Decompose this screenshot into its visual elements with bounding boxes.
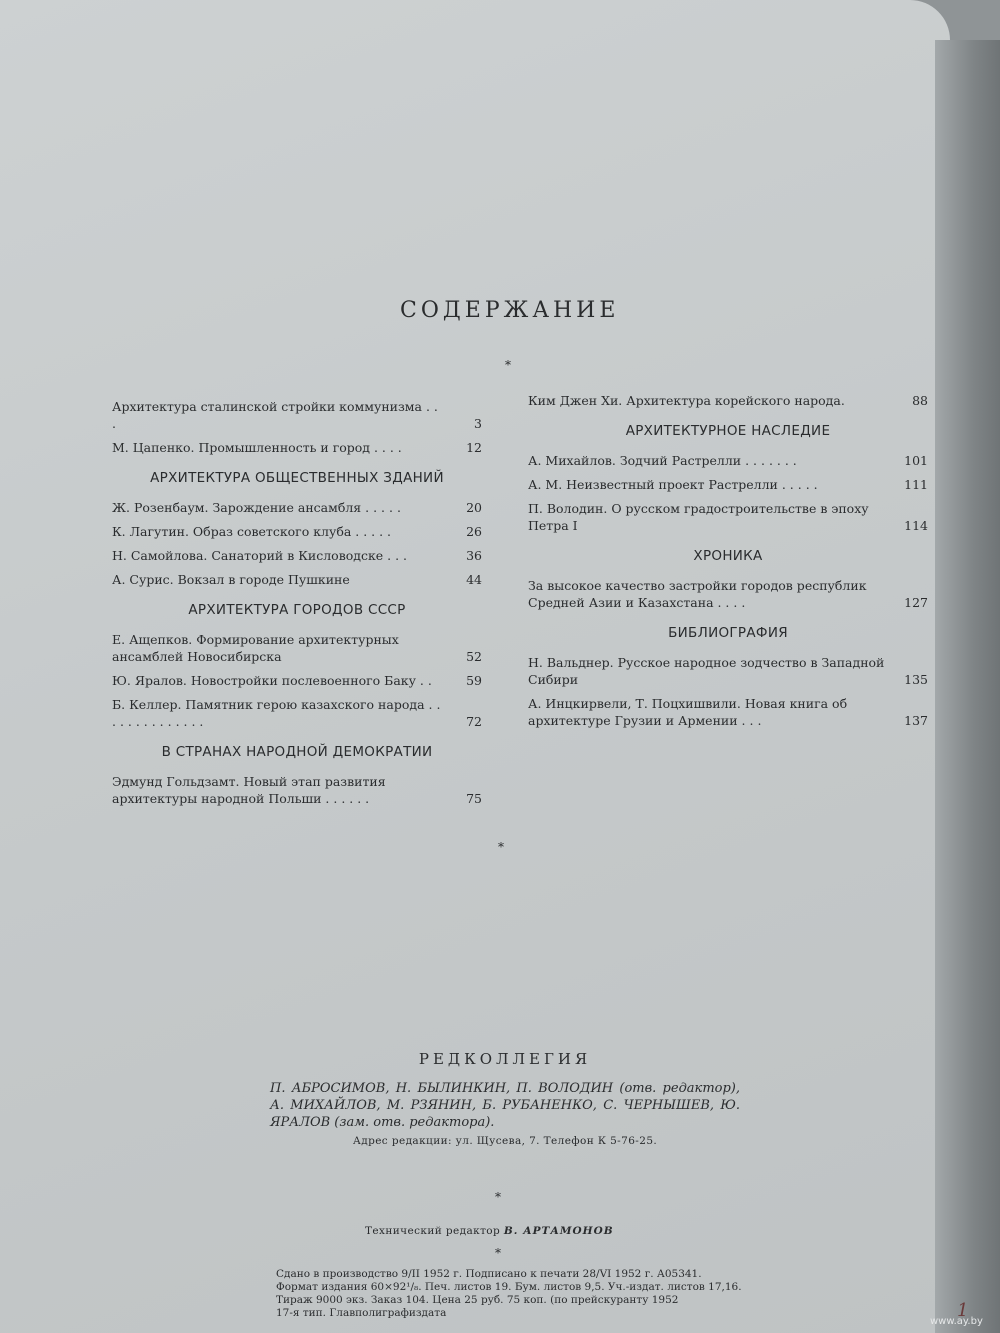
watermark: www.ay.by xyxy=(930,1316,983,1327)
imprint-line: Тираж 9000 экз. Заказ 104. Цена 25 руб. 75 коп. (по прейскуранту 1952 xyxy=(276,1294,679,1306)
toc-entry xyxy=(112,547,482,564)
toc-entry-page: 12 xyxy=(466,440,482,455)
toc-entry xyxy=(112,523,482,540)
toc-section-heading: В СТРАНАХ НАРОДНОЙ ДЕМОКРАТИИ xyxy=(161,744,433,760)
editorial-title: РЕДКОЛЛЕГИЯ xyxy=(418,1050,592,1068)
toc-entry xyxy=(528,577,928,611)
toc-entry xyxy=(528,654,928,688)
toc-entry-title: К. Лагутин. Образ советского клуба . . . . . xyxy=(112,524,392,539)
toc-left-column xyxy=(112,398,482,814)
toc-entry-page: 26 xyxy=(466,524,482,539)
toc-entry-title: Б. Келлер. Памятник герою казахского народа . . . . . . . . . . . . . . xyxy=(112,697,441,729)
editorial-members: П. АБРОСИМОВ, Н. БЫЛИНКИН, П. ВОЛОДИН (отв. редактор), А. МИХАЙЛОВ, М. РЗЯНИН, Б. РУБАНЕНКО, С. ЧЕРНЫШЕВ, Ю. ЯРАЛОВ (зам. отв. редактора). xyxy=(270,1081,740,1130)
toc-section-heading: БИБЛИОГРАФИЯ xyxy=(668,625,788,641)
toc-entry-page: 44 xyxy=(466,572,482,587)
toc-entry-page: 88 xyxy=(912,393,928,408)
toc-entry-page: 3 xyxy=(474,416,482,431)
toc-entry-title: А. М. Неизвестный проект Растрелли . . . . . xyxy=(528,477,818,492)
toc-entry-title: А. Сурис. Вокзал в городе Пушкине xyxy=(112,572,350,587)
next-page-edge xyxy=(935,40,1000,1333)
toc-entry xyxy=(528,452,928,469)
toc-right-column xyxy=(528,392,928,736)
toc-entry xyxy=(112,696,482,730)
toc-entry xyxy=(112,499,482,516)
toc-entry-title: Ж. Розенбаум. Зарождение ансамбля . . . . . xyxy=(112,500,401,515)
imprint-line: Сдано в производство 9/II 1952 г. Подписано к печати 28/VI 1952 г. А05341. xyxy=(276,1268,702,1280)
toc-entry-page: 59 xyxy=(466,673,482,688)
toc-entry xyxy=(528,392,928,409)
toc-entry-title: А. Инцкирвели, Т. Поцхишвили. Новая книга об архитектуре Грузии и Армении . . . xyxy=(528,696,848,728)
toc-entry xyxy=(112,773,482,807)
toc-entry-page: 52 xyxy=(466,649,482,664)
toc-entry-title: Н. Вальднер. Русское народное зодчество в Западной Сибири xyxy=(528,655,885,687)
toc-title: СОДЕРЖАНИЕ xyxy=(400,298,620,323)
toc-entry-page: 75 xyxy=(466,791,482,806)
imprint-block xyxy=(276,1268,746,1320)
toc-entry-page: 101 xyxy=(904,453,928,468)
toc-entry-title: М. Цапенко. Промышленность и город . . . . xyxy=(112,440,402,455)
star-ornament: * xyxy=(498,840,504,854)
tech-editor xyxy=(365,1225,614,1237)
toc-entry-page: 137 xyxy=(904,713,928,728)
toc-entry xyxy=(528,695,928,729)
toc-entry-page: 135 xyxy=(904,672,928,687)
toc-section-heading: АРХИТЕКТУРА ГОРОДОВ СССР xyxy=(188,602,406,618)
imprint-line: 17-я тип. Главполиграфиздата xyxy=(276,1307,447,1319)
toc-entry xyxy=(112,571,482,588)
toc-entry-page: 72 xyxy=(466,714,482,729)
toc-entry-title: Е. Ащепков. Формирование архитектурных ансамблей Новосибирска xyxy=(112,632,399,664)
toc-entry-page: 111 xyxy=(904,477,928,492)
toc-entry xyxy=(112,672,482,689)
toc-entry-page: 20 xyxy=(466,500,482,515)
toc-entry xyxy=(112,631,482,665)
toc-section-heading: АРХИТЕКТУРНОЕ НАСЛЕДИЕ xyxy=(625,423,831,439)
toc-entry xyxy=(528,500,928,534)
star-ornament: * xyxy=(495,1246,501,1260)
toc-entry-title: П. Володин. О русском градостроительстве в эпоху Петра I xyxy=(528,501,869,533)
tech-editor-label: Технический редактор xyxy=(365,1225,501,1237)
editorial-board xyxy=(270,1050,740,1147)
toc-section-heading: АРХИТЕКТУРА ОБЩЕСТВЕННЫХ ЗДАНИЙ xyxy=(150,470,444,486)
toc-entry-title: Ким Джен Хи. Архитектура корейского народа. xyxy=(528,393,845,408)
tech-editor-name: В. АРТАМОНОВ xyxy=(503,1225,614,1237)
toc-entry xyxy=(112,439,482,456)
toc-entry-page: 36 xyxy=(466,548,482,563)
imprint-line: Формат издания 60×92¹/₈. Печ. листов 19. Бум. листов 9,5. Уч.-издат. листов 17,16. xyxy=(276,1281,742,1293)
editorial-address: Адрес редакции: ул. Щусева, 7. Телефон К 5-76-25. xyxy=(352,1135,658,1147)
toc-entry-title: Ю. Яралов. Новостройки послевоенного Баку . . xyxy=(112,673,432,688)
toc-entry-page: 114 xyxy=(904,518,928,533)
toc-entry-title: А. Михайлов. Зодчий Растрелли . . . . . . . xyxy=(528,453,797,468)
toc-entry xyxy=(528,476,928,493)
star-ornament: * xyxy=(505,358,511,372)
toc-entry-title: Н. Самойлова. Санаторий в Кисловодске . . . xyxy=(112,548,408,563)
toc-entry xyxy=(112,398,482,432)
toc-entry-page: 127 xyxy=(904,595,928,610)
toc-section-heading: ХРОНИКА xyxy=(693,548,763,564)
star-ornament: * xyxy=(495,1190,501,1204)
toc-entry-title: Архитектура сталинской стройки коммунизма . . . xyxy=(112,399,438,431)
toc-entry-title: За высокое качество застройки городов республик Средней Азии и Казахстана . . . . xyxy=(528,578,867,610)
handwritten-page-number: 1 xyxy=(957,1300,969,1321)
toc-entry-title: Эдмунд Гольдзамт. Новый этап развития архитектуры народной Польши . . . . . . xyxy=(112,774,386,806)
